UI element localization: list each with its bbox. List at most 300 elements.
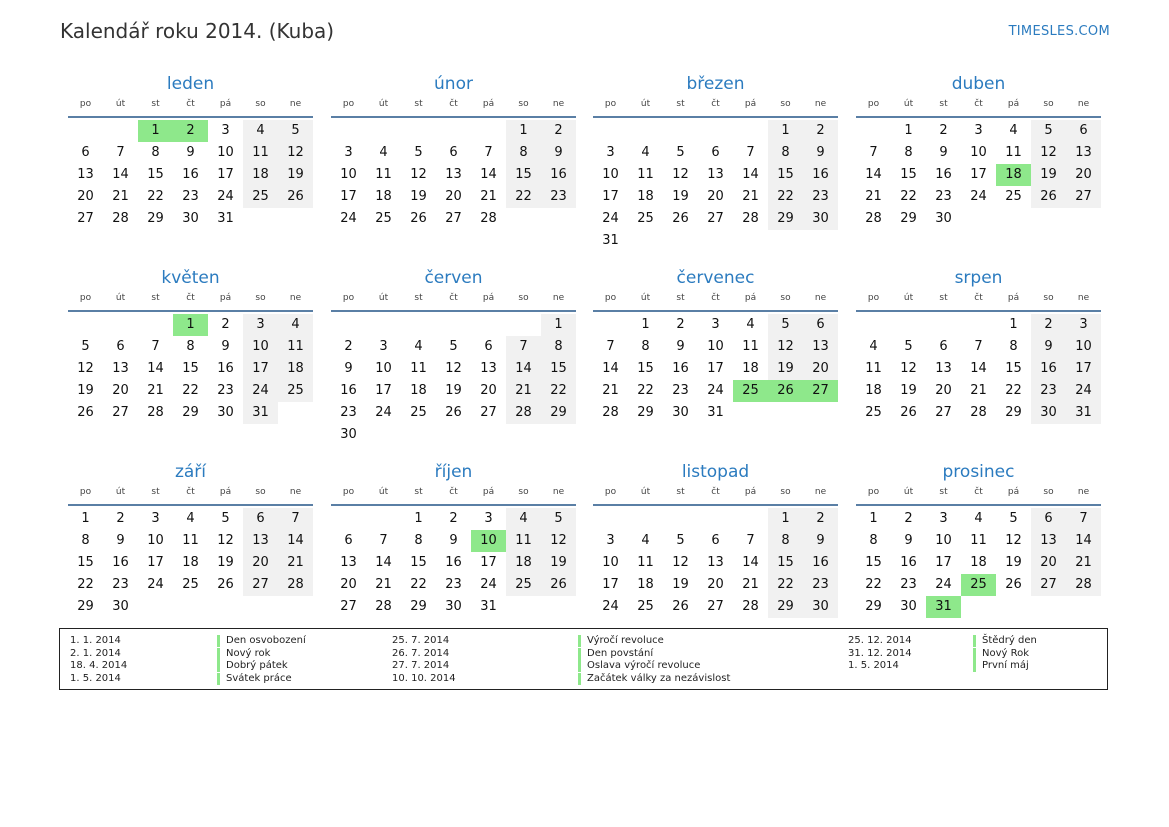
- day-cell: 7: [974, 339, 983, 354]
- legend-date: 10. 10. 2014: [392, 672, 456, 684]
- day-cell: 18: [506, 552, 541, 574]
- day-cell: 2: [803, 508, 838, 530]
- day-grid: [856, 506, 1101, 618]
- month-calendar: [856, 73, 1101, 230]
- day-cell: 5: [81, 339, 90, 354]
- month-name: prosinec: [942, 462, 1015, 482]
- day-cell: 12: [900, 361, 917, 376]
- day-cell: 15: [900, 167, 917, 182]
- holiday-day-cell: 25: [961, 574, 996, 596]
- day-cell: 30: [803, 208, 838, 230]
- weekday-label: ne: [1077, 99, 1090, 109]
- day-cell: 31: [243, 402, 278, 424]
- weekday-label: pá: [219, 99, 232, 109]
- day-cell: 13: [707, 555, 724, 570]
- day-cell: 23: [900, 577, 917, 592]
- weekday-label: st: [939, 293, 948, 303]
- holiday-day-cell: 2: [173, 120, 208, 142]
- day-cell: 11: [375, 167, 392, 182]
- day-cell: 11: [742, 339, 759, 354]
- empty-cell: [593, 120, 628, 142]
- empty-cell: [103, 314, 138, 336]
- day-cell: 19: [77, 383, 94, 398]
- day-cell: 1: [506, 120, 541, 142]
- day-cell: 10: [147, 533, 164, 548]
- day-cell: 10: [1066, 336, 1101, 358]
- day-cell: 22: [865, 577, 882, 592]
- day-cell: 22: [768, 574, 803, 596]
- day-cell: 14: [147, 361, 164, 376]
- weekday-label: út: [115, 99, 126, 109]
- empty-cell: [628, 508, 663, 530]
- day-cell: 1: [904, 123, 913, 138]
- weekday-label: út: [640, 99, 651, 109]
- weekday-label: po: [342, 487, 355, 497]
- empty-cell: [471, 314, 506, 336]
- month-calendar: [331, 267, 576, 446]
- day-cell: 16: [445, 555, 462, 570]
- day-cell: 13: [243, 530, 278, 552]
- day-cell: 12: [278, 142, 313, 164]
- day-cell: 26: [900, 405, 917, 420]
- day-cell: 23: [935, 189, 952, 204]
- day-cell: 7: [869, 145, 878, 160]
- day-cell: 8: [768, 530, 803, 552]
- day-cell: 21: [970, 383, 987, 398]
- day-cell: 11: [182, 533, 199, 548]
- weekday-label: pá: [1007, 487, 1020, 497]
- weekday-label: st: [414, 99, 423, 109]
- day-cell: 23: [340, 405, 357, 420]
- weekday-label: so: [255, 293, 266, 303]
- day-cell: 25: [637, 211, 654, 226]
- legend-holiday-name: Oslava výročí revoluce: [578, 660, 700, 672]
- day-cell: 2: [221, 317, 230, 332]
- day-grid: [856, 312, 1101, 424]
- weekday-label: so: [518, 293, 529, 303]
- day-cell: 24: [707, 383, 724, 398]
- day-cell: 8: [641, 339, 650, 354]
- day-cell: 11: [865, 361, 882, 376]
- day-cell: 14: [1066, 530, 1101, 552]
- day-cell: 24: [602, 599, 619, 614]
- day-cell: 16: [217, 361, 234, 376]
- weekday-label: st: [151, 487, 160, 497]
- day-cell: 18: [243, 164, 278, 186]
- day-cell: 13: [112, 361, 129, 376]
- day-cell: 5: [1009, 511, 1018, 526]
- day-cell: 23: [803, 186, 838, 208]
- day-cell: 5: [768, 314, 803, 336]
- day-cell: 10: [340, 167, 357, 182]
- month-name: listopad: [681, 462, 750, 482]
- month-calendar: [68, 461, 313, 618]
- day-cell: 10: [602, 167, 619, 182]
- holiday-day-cell: 31: [926, 596, 961, 618]
- day-cell: 17: [602, 189, 619, 204]
- weekday-label: so: [780, 487, 791, 497]
- day-cell: 5: [904, 339, 913, 354]
- legend-holiday-name: Dobrý pátek: [217, 660, 288, 672]
- day-cell: 10: [243, 336, 278, 358]
- day-cell: 21: [742, 577, 759, 592]
- day-grid: [68, 312, 313, 424]
- day-cell: 2: [541, 120, 576, 142]
- empty-cell: [698, 508, 733, 530]
- day-cell: 24: [935, 577, 952, 592]
- day-cell: 2: [803, 120, 838, 142]
- day-cell: 6: [1031, 508, 1066, 530]
- day-cell: 19: [217, 555, 234, 570]
- day-cell: 25: [182, 577, 199, 592]
- day-cell: 16: [112, 555, 129, 570]
- day-cell: 12: [445, 361, 462, 376]
- weekday-label: út: [378, 487, 389, 497]
- empty-cell: [331, 508, 366, 530]
- day-cell: 28: [742, 211, 759, 226]
- day-cell: 14: [278, 530, 313, 552]
- day-cell: 19: [768, 358, 803, 380]
- weekday-label: pá: [744, 99, 757, 109]
- day-cell: 20: [112, 383, 129, 398]
- month-name: říjen: [434, 462, 473, 482]
- day-cell: 24: [480, 577, 497, 592]
- day-cell: 20: [707, 577, 724, 592]
- legend-date: 18. 4. 2014: [70, 660, 128, 671]
- empty-cell: [436, 120, 471, 142]
- day-cell: 5: [1031, 120, 1066, 142]
- weekday-label: ne: [552, 487, 565, 497]
- weekday-label: so: [518, 487, 529, 497]
- day-cell: 13: [1066, 142, 1101, 164]
- day-cell: 29: [541, 402, 576, 424]
- day-cell: 9: [449, 533, 458, 548]
- month-name: květen: [161, 268, 220, 288]
- month-name: březen: [686, 74, 745, 94]
- weekday-label: út: [903, 293, 914, 303]
- weekday-label: st: [676, 99, 685, 109]
- day-cell: 26: [672, 211, 689, 226]
- weekday-header: [593, 98, 838, 118]
- day-cell: 11: [278, 336, 313, 358]
- weekday-label: čt: [449, 99, 458, 109]
- day-cell: 4: [641, 145, 650, 160]
- legend-holiday-name: Výročí revoluce: [578, 635, 664, 647]
- day-cell: 4: [974, 511, 983, 526]
- day-cell: 7: [1066, 508, 1101, 530]
- day-cell: 21: [506, 380, 541, 402]
- day-cell: 5: [676, 145, 685, 160]
- day-cell: 14: [602, 361, 619, 376]
- day-cell: 22: [768, 186, 803, 208]
- day-cell: 26: [672, 599, 689, 614]
- day-cell: 28: [375, 599, 392, 614]
- weekday-label: pá: [482, 99, 495, 109]
- weekday-label: po: [79, 293, 92, 303]
- legend-date: 27. 7. 2014: [392, 660, 450, 671]
- day-cell: 10: [707, 339, 724, 354]
- day-cell: 20: [1031, 552, 1066, 574]
- day-cell: 17: [970, 167, 987, 182]
- weekday-label: ne: [814, 487, 827, 497]
- day-cell: 20: [77, 189, 94, 204]
- day-cell: 3: [606, 145, 615, 160]
- month-name: červenec: [676, 268, 755, 288]
- weekday-label: st: [676, 293, 685, 303]
- weekday-label: út: [115, 293, 126, 303]
- day-cell: 27: [112, 405, 129, 420]
- day-cell: 31: [217, 211, 234, 226]
- weekday-label: pá: [1007, 293, 1020, 303]
- day-cell: 6: [1066, 120, 1101, 142]
- weekday-label: út: [640, 293, 651, 303]
- day-cell: 14: [480, 167, 497, 182]
- weekday-label: pá: [744, 293, 757, 303]
- day-cell: 6: [939, 339, 948, 354]
- empty-cell: [593, 508, 628, 530]
- day-cell: 6: [243, 508, 278, 530]
- weekday-label: ne: [552, 293, 565, 303]
- day-cell: 26: [445, 405, 462, 420]
- day-cell: 1: [768, 120, 803, 142]
- day-cell: 21: [112, 189, 129, 204]
- day-cell: 2: [939, 123, 948, 138]
- day-cell: 9: [676, 339, 685, 354]
- day-cell: 16: [340, 383, 357, 398]
- day-grid: [68, 118, 313, 230]
- weekday-label: čt: [974, 99, 983, 109]
- day-cell: 15: [865, 555, 882, 570]
- weekday-label: so: [518, 99, 529, 109]
- holiday-day-cell: 26: [768, 380, 803, 402]
- day-cell: 15: [637, 361, 654, 376]
- weekday-label: st: [151, 99, 160, 109]
- day-cell: 26: [278, 186, 313, 208]
- day-cell: 28: [865, 211, 882, 226]
- day-cell: 28: [480, 211, 497, 226]
- day-cell: 23: [541, 186, 576, 208]
- day-cell: 17: [1066, 358, 1101, 380]
- day-cell: 19: [541, 552, 576, 574]
- day-cell: 31: [480, 599, 497, 614]
- weekday-label: st: [151, 293, 160, 303]
- weekday-label: čt: [711, 487, 720, 497]
- day-cell: 31: [602, 233, 619, 248]
- day-cell: 7: [379, 533, 388, 548]
- day-cell: 15: [768, 552, 803, 574]
- day-cell: 8: [1009, 339, 1018, 354]
- day-cell: 6: [484, 339, 493, 354]
- day-cell: 19: [410, 189, 427, 204]
- day-cell: 30: [803, 596, 838, 618]
- day-cell: 3: [711, 317, 720, 332]
- weekday-label: po: [79, 99, 92, 109]
- day-cell: 5: [541, 508, 576, 530]
- day-cell: 4: [746, 317, 755, 332]
- day-cell: 10: [970, 145, 987, 160]
- day-cell: 23: [1031, 380, 1066, 402]
- day-cell: 3: [221, 123, 230, 138]
- day-grid: [68, 506, 313, 618]
- day-cell: 8: [541, 336, 576, 358]
- day-cell: 29: [77, 599, 94, 614]
- day-cell: 28: [278, 574, 313, 596]
- weekday-label: st: [414, 293, 423, 303]
- day-cell: 3: [606, 533, 615, 548]
- day-cell: 21: [742, 189, 759, 204]
- day-cell: 21: [480, 189, 497, 204]
- holiday-day-cell: 1: [173, 314, 208, 336]
- day-cell: 23: [672, 383, 689, 398]
- legend-date: 25. 12. 2014: [848, 635, 912, 646]
- day-cell: 26: [77, 405, 94, 420]
- day-cell: 11: [243, 142, 278, 164]
- weekday-header: [331, 292, 576, 312]
- day-cell: 5: [414, 145, 423, 160]
- weekday-label: čt: [974, 487, 983, 497]
- day-cell: 29: [637, 405, 654, 420]
- weekday-label: čt: [711, 293, 720, 303]
- day-cell: 23: [217, 383, 234, 398]
- month-calendar: [593, 73, 838, 252]
- day-cell: 24: [1066, 380, 1101, 402]
- day-cell: 7: [484, 145, 493, 160]
- weekday-label: čt: [449, 487, 458, 497]
- day-cell: 26: [1031, 186, 1066, 208]
- weekday-label: po: [867, 487, 880, 497]
- day-cell: 19: [672, 189, 689, 204]
- day-cell: 22: [900, 189, 917, 204]
- month-calendar: [593, 461, 838, 618]
- day-cell: 13: [480, 361, 497, 376]
- holiday-day-cell: 25: [733, 380, 768, 402]
- weekday-label: út: [378, 99, 389, 109]
- day-cell: 5: [278, 120, 313, 142]
- weekday-label: so: [1043, 487, 1054, 497]
- day-cell: 1: [1009, 317, 1018, 332]
- day-cell: 9: [221, 339, 230, 354]
- weekday-label: so: [1043, 99, 1054, 109]
- day-cell: 21: [375, 577, 392, 592]
- day-cell: 13: [1031, 530, 1066, 552]
- day-cell: 14: [375, 555, 392, 570]
- holiday-legend: [59, 628, 1108, 690]
- day-cell: 21: [147, 383, 164, 398]
- weekday-label: čt: [711, 99, 720, 109]
- day-cell: 16: [935, 167, 952, 182]
- day-cell: 21: [1066, 552, 1101, 574]
- day-cell: 2: [449, 511, 458, 526]
- weekday-label: st: [414, 487, 423, 497]
- day-cell: 23: [112, 577, 129, 592]
- site-link[interactable]: TIMESLES.COM: [1008, 24, 1110, 39]
- day-grid: [593, 118, 838, 252]
- weekday-header: [68, 292, 313, 312]
- day-cell: 3: [939, 511, 948, 526]
- empty-cell: [733, 120, 768, 142]
- day-cell: 18: [410, 383, 427, 398]
- weekday-label: ne: [1077, 293, 1090, 303]
- day-cell: 6: [711, 533, 720, 548]
- month-calendar: [331, 73, 576, 230]
- day-grid: [593, 312, 838, 424]
- day-cell: 17: [147, 555, 164, 570]
- day-cell: 24: [970, 189, 987, 204]
- legend-holiday-name: Nový Rok: [973, 648, 1029, 660]
- day-cell: 30: [900, 599, 917, 614]
- day-cell: 19: [672, 577, 689, 592]
- day-cell: 22: [182, 383, 199, 398]
- day-cell: 15: [182, 361, 199, 376]
- day-cell: 11: [637, 555, 654, 570]
- day-cell: 15: [768, 164, 803, 186]
- weekday-label: pá: [744, 487, 757, 497]
- day-cell: 9: [541, 142, 576, 164]
- day-cell: 29: [900, 211, 917, 226]
- day-cell: 9: [904, 533, 913, 548]
- month-calendar: [856, 267, 1101, 424]
- day-cell: 21: [602, 383, 619, 398]
- weekday-label: st: [676, 487, 685, 497]
- weekday-label: ne: [289, 487, 302, 497]
- day-grid: [856, 118, 1101, 230]
- weekday-label: ne: [814, 293, 827, 303]
- day-cell: 14: [970, 361, 987, 376]
- day-cell: 13: [803, 336, 838, 358]
- weekday-label: po: [604, 99, 617, 109]
- day-cell: 9: [116, 533, 125, 548]
- day-cell: 22: [410, 577, 427, 592]
- day-cell: 6: [81, 145, 90, 160]
- month-name: duben: [951, 74, 1006, 94]
- legend-date: 1. 5. 2014: [848, 660, 899, 671]
- empty-cell: [68, 314, 103, 336]
- day-cell: 22: [506, 186, 541, 208]
- day-cell: 24: [147, 577, 164, 592]
- day-cell: 20: [480, 383, 497, 398]
- weekday-label: čt: [186, 99, 195, 109]
- day-cell: 18: [637, 189, 654, 204]
- day-cell: 31: [707, 405, 724, 420]
- day-cell: 12: [672, 555, 689, 570]
- weekday-header: [856, 98, 1101, 118]
- day-cell: 9: [803, 530, 838, 552]
- month-calendar: [593, 267, 838, 424]
- day-cell: 25: [637, 599, 654, 614]
- day-cell: 3: [1066, 314, 1101, 336]
- day-cell: 7: [746, 145, 755, 160]
- weekday-header: [593, 292, 838, 312]
- day-cell: 13: [445, 167, 462, 182]
- day-cell: 16: [803, 164, 838, 186]
- day-grid: [331, 506, 576, 618]
- empty-cell: [856, 314, 891, 336]
- day-cell: 15: [1005, 361, 1022, 376]
- day-cell: 15: [77, 555, 94, 570]
- day-cell: 25: [506, 574, 541, 596]
- day-cell: 19: [1031, 164, 1066, 186]
- empty-cell: [733, 508, 768, 530]
- day-cell: 24: [340, 211, 357, 226]
- month-calendar: [331, 461, 576, 618]
- weekday-label: so: [780, 293, 791, 303]
- day-cell: 12: [1031, 142, 1066, 164]
- weekday-label: pá: [219, 293, 232, 303]
- day-cell: 13: [935, 361, 952, 376]
- day-cell: 16: [803, 552, 838, 574]
- day-cell: 27: [707, 599, 724, 614]
- day-cell: 13: [77, 167, 94, 182]
